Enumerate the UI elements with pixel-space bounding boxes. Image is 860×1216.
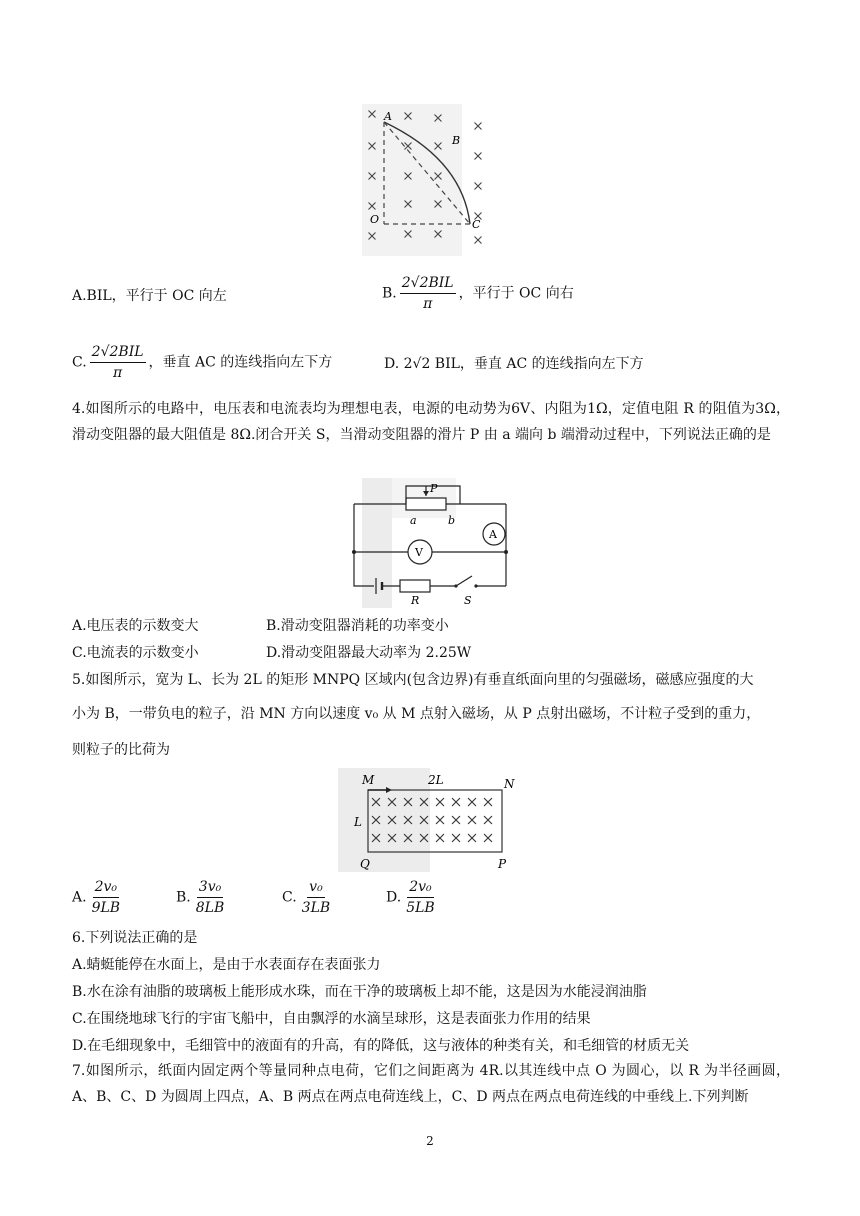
q3-option-b-prefix: B. (382, 285, 397, 302)
label-S: S (464, 594, 472, 607)
q5-option-d: D. $\frac{\text{2v₀}}{5LB}$ (386, 879, 435, 916)
label-B: B (452, 134, 461, 147)
q7-stem: 7.如图所示，纸面内固定两个等量同种点电荷，它们之间距离为 4R.以其连线中点 O 为圆心，以 R 为半径画圆，A、B、C、D 为圆周上四点，A、B 两点在两点电荷连线上，C、D 两点在两点电荷连线的中垂线上.下列判断 (72, 1063, 790, 1105)
q6-option-a: A.蜻蜓能停在水面上，是由于水表面存在表面张力 (72, 957, 381, 973)
q3-option-a: A.BIL，平行于 OC 向左 (72, 288, 227, 304)
q3-option-b (382, 274, 574, 313)
label-voltmeter: V (415, 546, 423, 559)
label-A: A (384, 110, 392, 123)
label-N: N (504, 777, 515, 791)
label-ammeter: A (489, 528, 497, 541)
q6-option-c: C.在围绕地球飞行的宇宙飞船中，自由飘浮的水滴呈球形，这是表面张力作用的结果 (72, 1011, 591, 1027)
label-O: O (370, 213, 380, 226)
resistor-R (400, 580, 430, 592)
q5-stem-line3: 则粒子的比荷为 (72, 742, 170, 758)
q4-circuit-figure (348, 478, 518, 608)
cross-mark (436, 816, 444, 824)
q3-option-c-prefix: C. (72, 354, 87, 371)
cross-mark (452, 798, 460, 806)
q3-option-b-num: 2√2BIL (400, 274, 456, 294)
label-C: C (472, 218, 481, 231)
label-P: P (498, 857, 507, 871)
q3-option-c-suffix: ，垂直 AC 的连线指向左下方 (148, 354, 333, 371)
q4-option-d: D.滑动变阻器最大动率为 2.25W (266, 645, 472, 661)
label-P: P (430, 482, 438, 495)
q3-option-c (72, 343, 332, 382)
q6-option-b: B.水在涂有油脂的玻璃板上能形成水珠，而在干净的玻璃板上却不能，这是因为水能浸润油脂 (72, 984, 647, 1000)
label-a: a (410, 514, 417, 527)
label-R: R (411, 594, 420, 607)
q5-stem-line2: 小为 B，一带负电的粒子，沿 MN 方向以速度 v₀ 从 M 点射入磁场，从 P 点射出磁场，不计粒子受到的重力， (72, 706, 761, 722)
q5-field-figure (338, 768, 524, 872)
cross-mark (468, 816, 476, 824)
cross-mark (452, 834, 460, 842)
q3-option-b-den: π (423, 296, 433, 312)
q5-option-b: B. $\frac{\text{3v₀}}{8LB}$ (176, 879, 225, 916)
q4-stem: 4.如图所示的电路中，电压表和电流表均为理想电表，电源的电动势为6V、内阻为1Ω，定值电阻 R 的阻值为3Ω，滑动变阻器的最大阻值是 8Ω.闭合开关 S，当滑动变阻器的滑片 P 由 a 端向 b 端滑动过程中，下列说法正确的是 (72, 401, 790, 443)
q5-option-a: A. $\frac{\text{2v₀}}{9LB}$ (72, 879, 121, 916)
q3-option-c-den: π (113, 365, 123, 381)
cross-mark (468, 834, 476, 842)
switch-S (456, 576, 472, 586)
label-Q: Q (360, 857, 370, 871)
label-M: M (362, 773, 375, 787)
q5-option-c: C. $\frac{\text{v₀}}{3LB}$ (282, 879, 331, 916)
label-2L: 2L (428, 773, 444, 787)
q4-option-a: A.电压表的示数变大 (72, 618, 199, 634)
cross-mark (436, 834, 444, 842)
q4-option-b: B.滑动变阻器消耗的功率变小 (266, 618, 449, 634)
cross-mark (484, 816, 492, 824)
q6-option-d: D.在毛细现象中，毛细管中的液面有的升高，有的降低，这与液体的种类有关，和毛细管的材质无关 (72, 1038, 690, 1054)
q3-option-d: D. 2√2 BIL，垂直 AC 的连线指向左下方 (384, 356, 644, 372)
cross-mark (484, 834, 492, 842)
q3-option-c-num: 2√2BIL (90, 343, 146, 363)
q4-option-c: C.电流表的示数变小 (72, 645, 199, 661)
cross-mark (452, 816, 460, 824)
page-number: 2 (426, 1134, 434, 1148)
cross-mark (468, 798, 476, 806)
q3-field-figure (362, 104, 492, 256)
rheostat (406, 498, 446, 510)
cross-mark (484, 798, 492, 806)
q5-stem-line1: 5.如图所示，宽为 L、长为 2L 的矩形 MNPQ 区域内(包含边界)有垂直纸面向里的匀强磁场，磁感应强度的大 (72, 672, 754, 688)
cross-mark (436, 798, 444, 806)
label-L: L (354, 815, 362, 829)
label-b: b (448, 514, 456, 527)
q6-stem: 6.下列说法正确的是 (72, 930, 198, 946)
q5-options (72, 878, 440, 917)
q3-option-b-suffix: ，平行于 OC 向右 (458, 285, 574, 302)
